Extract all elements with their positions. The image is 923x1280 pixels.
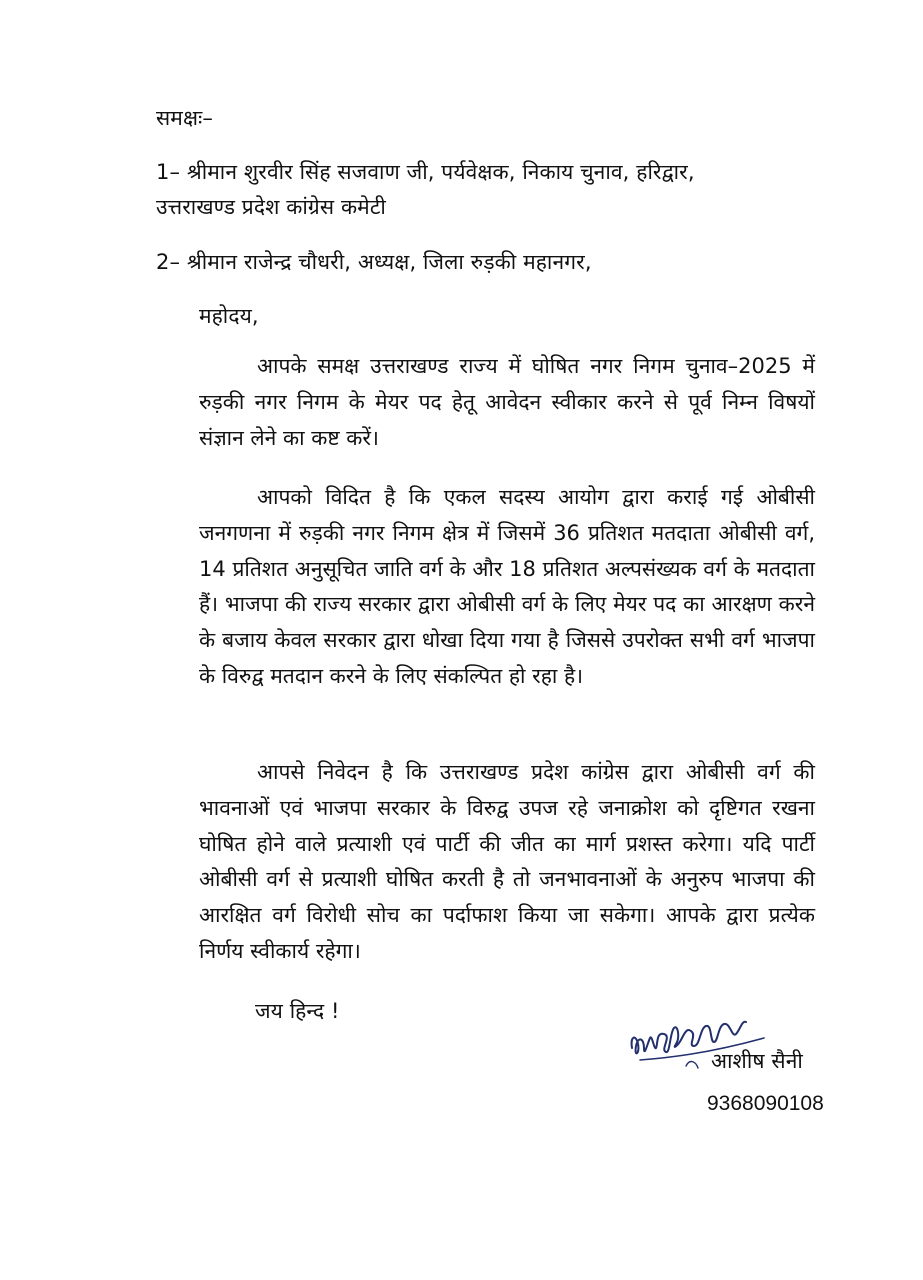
recipient-1-line-1: 1– श्रीमान शुरवीर सिंह सजवाण जी, पर्यवेक्षक, निकाय चुनाव, हरिद्वार, xyxy=(156,160,695,184)
recipient-1-line-2: उत्तराखण्ड प्रदेश कांग्रेस कमेटी xyxy=(156,195,386,219)
paragraph-2 xyxy=(199,480,815,695)
sender-name: आशीष सैनी xyxy=(711,1049,803,1073)
paragraph-1-text: आपके समक्ष उत्तराखण्ड राज्य में घोषित नगर निगम चुनाव–2025 में रुड़की नगर निगम के मेयर पद हेतू आवेदन स्वीकार करने से पूर्व निम्न विषयों संज्ञान लेने का कष्ट करें। xyxy=(199,354,815,450)
closing-salutation: जय हिन्द ! xyxy=(255,999,340,1023)
paragraph-1 xyxy=(199,349,815,456)
paragraph-3 xyxy=(199,755,815,970)
paragraph-2-text: आपको विदित है कि एकल सदस्य आयोग द्वारा कराई गई ओबीसी जनगणना में रुड़की नगर निगम क्षेत्र में जिसमें 36 प्रतिशत मतदाता ओबीसी वर्ग, 14 प्रतिशत अनुसूचित जाति वर्ग के और 18 प्रतिशत अल्पसंख्यक वर्ग के मतदाता हैं। भाजपा की राज्य सरकार द्वारा ओबीसी वर्ग के लिए मेयर पद का आरक्षण करने के बजाय केवल सरकार द्वारा धोखा दिया गया है जिससे उपरोक्त सभी वर्ग भाजपा के विरुद्व मतदान करने के लिए संकल्पित हो रहा है। xyxy=(199,485,815,688)
paragraph-3-text: आपसे निवेदन है कि उत्तराखण्ड प्रदेश कांग्रेस द्वारा ओबीसी वर्ग की भावनाओं एवं भाजपा सरकार के विरुद्व उपज रहे जनाक्रोश को दृष्टिगत रखना घोषित होने वाले प्रत्याशी एवं पार्टी की जीत का मार्ग प्रशस्त करेगा। यदि पार्टी ओबीसी वर्ग से प्रत्याशी घोषित करती है तो जनभावनाओं के अनुरुप भाजपा की आरक्षित वर्ग विरोधी सोच का पर्दाफाश किया जा सकेगा। आपके द्वारा प्रत्येक निर्णय स्वीकार्य रहेगा। xyxy=(199,760,815,963)
addressee-heading: समक्षः– xyxy=(156,106,213,130)
greeting: महोदय, xyxy=(199,304,259,328)
recipient-2-line-1: 2– श्रीमान राजेन्द्र चौधरी, अध्यक्ष, जिला रुड़की महानगर, xyxy=(156,250,592,274)
sender-phone: 9368090108 xyxy=(707,1092,824,1115)
